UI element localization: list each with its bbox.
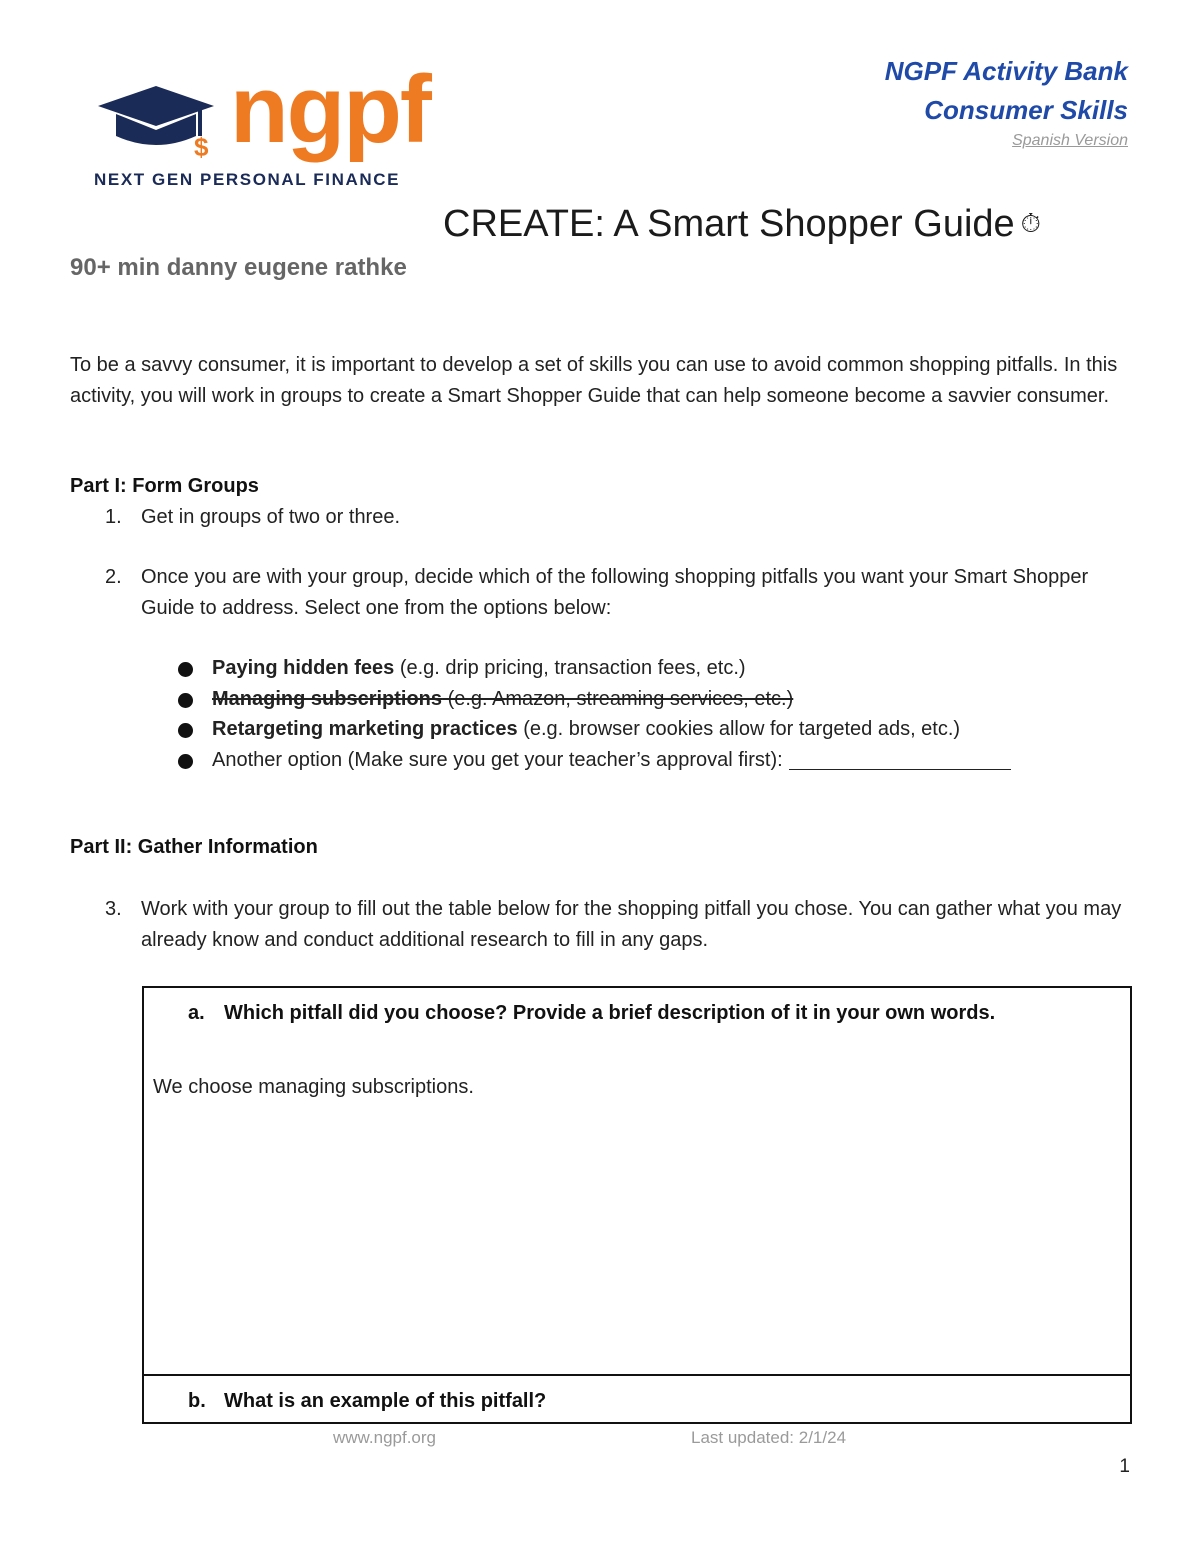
table-cell-a[interactable]	[144, 988, 1130, 1376]
ngpf-logo	[94, 56, 430, 194]
spanish-version-link[interactable]: Spanish Version	[1012, 132, 1128, 149]
duration-author: 90+ min danny eugene rathke	[70, 254, 407, 281]
activity-header	[885, 52, 1128, 152]
option-retargeting	[176, 714, 1136, 745]
option-detail: (e.g. browser cookies allow for targeted ads, etc.)	[517, 718, 961, 740]
option-label: Managing subscriptions	[212, 687, 443, 710]
footer-website[interactable]: www.ngpf.org	[333, 1428, 436, 1447]
bullet-icon	[178, 662, 193, 677]
bullet-icon	[178, 693, 193, 708]
step-text: Work with your group to fill out the table below for the shopping pitfall you chose. You can gather what you may already know and conduct additional research to fill in any gaps.	[141, 898, 1122, 951]
question-text: What is an example of this pitfall?	[224, 1390, 547, 1412]
step-text: Get in groups of two or three.	[141, 506, 401, 528]
option-detail: (e.g. drip pricing, transaction fees, etc.)	[394, 657, 746, 679]
part2-heading: Part II: Gather Information	[70, 836, 318, 858]
step-text: Once you are with your group, decide which of the following shopping pitfalls you want your Smart Shopper Guide to address. Select one from the options below:	[141, 566, 1089, 619]
stopwatch-icon: ⏱	[1020, 208, 1041, 238]
header-activity-bank: NGPF Activity Bank	[884, 56, 1128, 86]
bullet-icon	[178, 754, 193, 769]
title-text: CREATE: A Smart Shopper Guide	[443, 203, 1015, 245]
answer-a[interactable]: We choose managing subscriptions.	[153, 1076, 474, 1098]
option-other	[176, 745, 1136, 776]
intro-paragraph: To be a savvy consumer, it is important to develop a set of skills you can use to avoid common shopping pitfalls. In this activity, you will work in groups to create a Smart Shopper Guide that can help someone become a savvier consumer.	[70, 354, 1118, 407]
pitfall-table	[142, 986, 1132, 1424]
step-number: 2.	[105, 566, 122, 588]
header-category: Consumer Skills	[924, 95, 1128, 125]
question-label: a.	[188, 1002, 205, 1024]
page-title	[443, 203, 1041, 246]
bullet-icon	[178, 723, 193, 738]
option-subscriptions	[176, 684, 1136, 715]
option-label: Retargeting marketing practices	[212, 718, 518, 740]
svg-text:$: $	[194, 132, 209, 158]
step-number: 3.	[105, 898, 122, 920]
part1-heading: Part I: Form Groups	[70, 475, 259, 497]
option-label: Paying hidden fees	[212, 657, 395, 679]
option-hidden-fees	[176, 653, 1136, 684]
question-text: Which pitfall did you choose? Provide a brief description of it in your own words.	[224, 1002, 996, 1024]
page-number: 1	[1119, 1456, 1130, 1477]
footer-updated: Last updated: 2/1/24	[691, 1428, 847, 1447]
fill-in-blank[interactable]	[789, 749, 1011, 770]
logo-wordmark: ngpf	[230, 56, 430, 163]
step-number: 1.	[105, 506, 122, 528]
graduation-cap-icon	[94, 84, 216, 158]
logo-tagline: NEXT GEN PERSONAL FINANCE	[94, 170, 401, 189]
question-label: b.	[188, 1390, 206, 1412]
option-detail: (e.g. Amazon, streaming services, etc.)	[442, 687, 794, 710]
pitfall-options	[176, 653, 1136, 775]
struck-option	[212, 688, 793, 710]
option-detail: Another option (Make sure you get your teacher’s approval first):	[212, 748, 783, 771]
